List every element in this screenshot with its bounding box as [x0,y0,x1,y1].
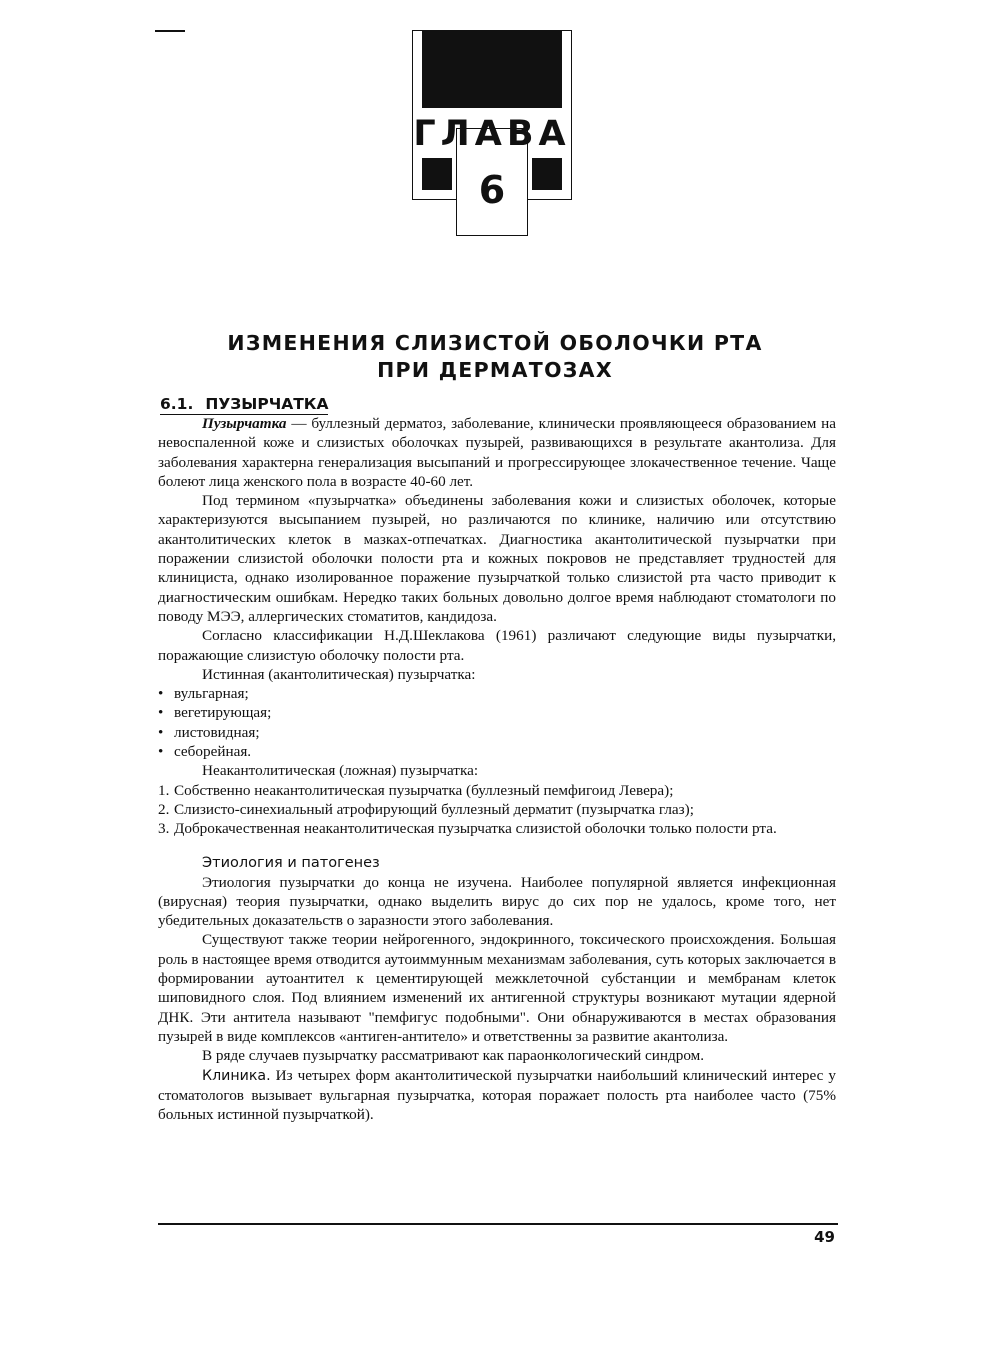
paragraph-theories: Существуют также теории нейрогенного, эндокринного, токсического происхождения. Большая роль в настоящее время отводится аутоиммунным механизмам заболевания, суть которых заключается в формировании аутоантител к цементирующей межклеточной субстанции и мембранам клеток шиповидного слоя. Под влиянием изменений их антигенной структуры возникают мутации ядерной ДНК. Эти антитела называют "пемфигус подобными". Они обнаруживаются в местах образования пузырей в виде комплексов «антиген-антитело» и ответственны за развитие акантолиза. [158,931,836,1045]
list-number: 1. [158,781,170,799]
list-item: • себорейная. [158,742,836,761]
list-text: Собственно неакантолитическая пузырчатка (буллезный пемфигоид Левера); [174,781,674,799]
chapter-word: ГЛАВА [413,114,571,154]
paragraph-paraoncology: В ряде случаев пузырчатку рассматривают как параонкологический синдром. [202,1047,705,1065]
term-pemphigus: Пузырчатка [202,415,287,432]
corner-rule [155,30,185,32]
paragraph-etiology: Этиология пузырчатки до конца не изучена. Наиболее популярной является инфекционная (вирусная) теория пузырчатки, однако выделить вирус до сих пор не удалось, кроме того, нет убедительных доказательств о заразности этого заболевания. [158,873,836,930]
emblem-right-block [532,158,562,190]
list-item: • листовидная; [158,723,836,742]
section-number: 6.1. [160,395,194,413]
chapter-number: 6 [478,168,506,212]
list-item: • вегетирующая; [158,703,836,722]
list-number: 2. [158,800,170,818]
definition-text: — буллезный дерматоз, заболевание, клинически проявляющееся образованием на невоспаленной коже и слизистых оболочках пузырей, развивающихся в результате акантолиза. Для заболевания характерна генерализация высыпаний и прогрессирующее злокачественное течение. Чаще болеют лица женского пола в возрасте 40-60 лет. [158,415,836,490]
paragraph-terminology: Под термином «пузырчатка» объединены заболевания кожи и слизистых оболочек, которые характеризуются высыпанием пузырей, но различаются по клинике, наличию или отсутствию акантолитических клеток в мазках-отпечатках. Диагностика акантолитической пузырчатки при поражении слизистой оболочки полости рта и кожных покровов не представляет трудностей для клинициста, однако изолированное поражение пузырчаткой только слизистой рта часто приводит к диагностическим ошибкам. Нередко таких больных довольно долгое время наблюдают стоматологи по поводу МЭЭ, аллергических стоматитов, кандидоза. [158,492,836,625]
emblem-top-block [422,30,562,108]
true-pemphigus-heading: Истинная (акантолитическая) пузырчатка: [202,665,476,683]
clinic-label: Клиника. [202,1067,271,1084]
footer-rule [158,1223,838,1225]
list-number: 3. [158,820,170,838]
list-item [158,800,836,819]
chapter-emblem [412,30,572,236]
list-item [158,819,836,838]
false-pemphigus-list [158,781,836,839]
true-pemphigus-list [158,684,836,761]
list-item: • вульгарная; [158,684,836,703]
chapter-title [150,330,840,384]
list-text: Слизисто-синехиальный атрофирующий буллезный дерматит (пузырчатка глаз); [174,800,694,818]
section-heading [160,394,328,415]
list-text: Доброкачественная неакантолитическая пузырчатка слизистой оболочки только полости рта. [174,820,777,838]
emblem-left-block [422,158,452,190]
body-text [158,414,836,1124]
paragraph-clinic [158,1066,836,1125]
paragraph-definition [158,414,836,491]
chapter-title-line-2: ПРИ ДЕРМАТОЗАХ [377,358,613,382]
chapter-title-line-1: ИЗМЕНЕНИЯ СЛИЗИСТОЙ ОБОЛОЧКИ РТА [227,331,763,355]
clinic-text: Из четырех форм акантолитической пузырчатки наибольший клинический интерес у стоматологов вызывает вульгарная пузырчатка, которая поражает полость рта наиболее часто (75% больных истинной пузырчаткой). [158,1066,836,1124]
page-number: 49 [814,1228,835,1246]
false-pemphigus-heading: Неакантолитическая (ложная) пузырчатка: [202,762,479,780]
section-title: ПУЗЫРЧАТКА [205,395,329,413]
list-item [158,781,836,800]
paragraph-classification: Согласно классификации Н.Д.Шеклакова (1961) различают следующие виды пузырчатки, поражающие слизистую оболочку полости рта. [158,627,836,664]
subheading-etiology: Этиология и патогенез [202,854,380,871]
